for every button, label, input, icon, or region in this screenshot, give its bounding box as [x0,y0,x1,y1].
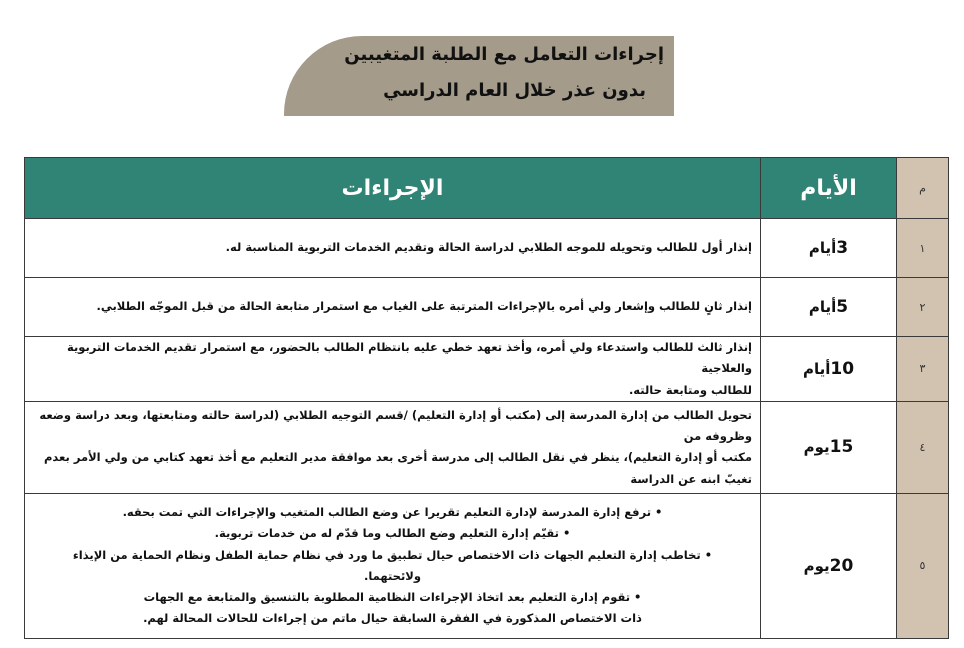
action-line: للطالب ومتابعة حالته. [628,382,752,397]
days-value [809,238,848,258]
row-days [761,337,897,402]
header-number: م [897,158,949,219]
header-actions: الإجراءات [25,158,761,219]
days-unit: يوم [803,556,830,575]
days-value [804,556,854,576]
days-value [803,359,854,379]
row-number: ١ [897,219,949,278]
action-line: إنذار أول للطالب وتحويله للموجه الطلابي لدراسة الحالة وتقديم الخدمات التربوية المناسبة له. [225,240,752,255]
table-row [25,278,949,337]
row-number: ٤ [897,401,949,493]
table-row [25,337,949,402]
table-row [25,493,949,638]
table-row [25,219,949,278]
action-line: • تقيّم إدارة التعليم وضع الطالب وما قدّم له من خدمات تربوية. [214,526,571,541]
days-number: 20 [829,555,854,576]
table-header-row [25,158,949,219]
table-row [25,401,949,493]
days-unit: يوم [803,438,830,457]
row-days [761,278,897,337]
days-number: 10 [830,358,855,379]
row-actions [25,337,761,402]
row-actions [25,401,761,493]
action-line: ذات الاختصاص المذكورة في الفقرة السابقة حيال ماتم من إجراءات للحالات المحالة لهم. [143,611,642,626]
page-title-line-1: إجراءات التعامل مع الطلبة المتغيبين [344,44,664,65]
row-days [761,401,897,493]
row-actions [25,493,761,638]
days-unit: أيام [808,239,837,257]
header-days: الأيام [761,158,897,219]
action-line: • تقوم إدارة التعليم بعد اتخاذ الإجراءات النظامية المطلوبة بالتنسيق والمتابعة مع الجهات [143,590,642,605]
action-line: مكتب أو إدارة التعليم)، ينظر في نقل الطالب إلى مدرسة أخرى بعد موافقة مدير التعليم مع أخذ تعهد كتابي من ولي الأمر بعدم تغيبّ ابنه عن الدراسة [43,450,752,486]
row-number: ٢ [897,278,949,337]
days-number: 3 [836,238,849,258]
row-actions [25,219,761,278]
days-value [804,437,854,457]
row-days [761,219,897,278]
days-number: 5 [836,297,849,317]
days-number: 15 [829,437,854,458]
action-line: تحويل الطالب من إدارة المدرسة إلى (مكتب أو إدارة التعليم) /قسم التوجيه الطلابي (لدراسة حالته ومتابعتها، وبعد دراسة وضعه وظروفه من [39,407,752,444]
row-number: ٥ [897,493,949,638]
days-value [809,297,848,317]
row-number: ٣ [897,337,949,402]
action-line: • ترفع إدارة المدرسة لإدارة التعليم تقريرا عن وضع الطالب المتغيب والإجراءات التي تمت بحقه. [122,505,663,519]
row-actions [25,278,761,337]
procedures-table [24,157,949,639]
days-unit: أيام [808,298,837,316]
action-line: إنذار ثالث للطالب واستدعاء ولي أمره، وأخذ تعهد خطي عليه بانتظام الطالب بالحضور، مع استمرار تقديم الخدمات التربوية والعلاجية [66,340,752,376]
days-unit: أيام [802,359,831,378]
action-line: إنذار ثانٍ للطالب وإشعار ولي أمره بالإجراءات المترتبة على الغياب مع استمرار متابعة الحالة من قبل الموجّه الطلابي. [96,299,752,314]
action-line: • تخاطب إدارة التعليم الجهات ذات الاختصاص حيال تطبيق ما ورد في نظام حماية الطفل ونظام الحماية من الإيذاء ولائحتهما. [72,547,713,583]
page-title-line-2: بدون عذر خلال العام الدراسي [383,80,646,101]
row-days [761,493,897,638]
